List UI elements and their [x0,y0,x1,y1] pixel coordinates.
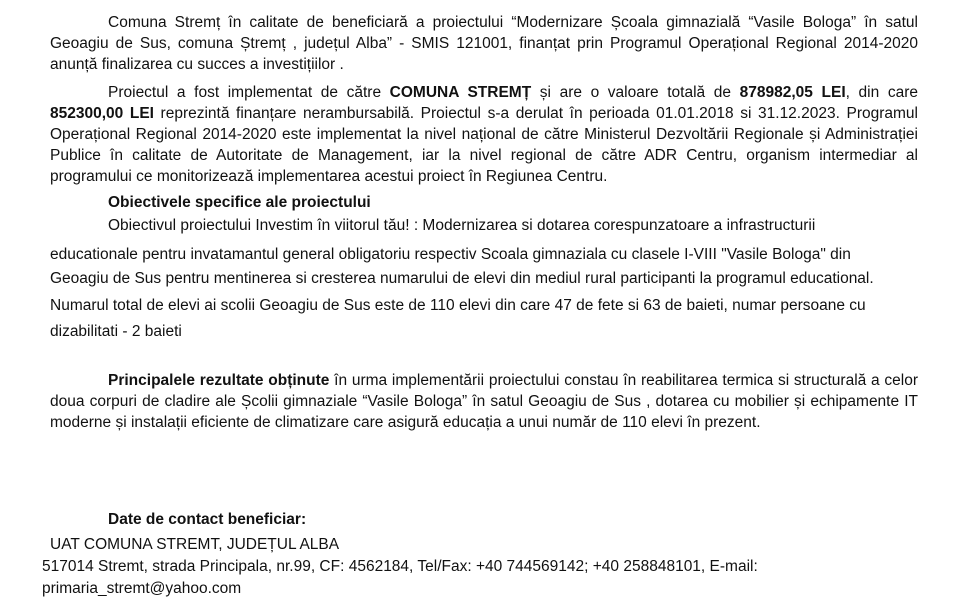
objectives-line: dizabilitati - 2 baieti [50,323,182,340]
contact-email[interactable]: primaria_stremt@yahoo.com [42,580,242,597]
results-paragraph [50,370,918,433]
implementation-text-2: și are o valoare totală de [531,84,740,101]
intro-paragraph [50,12,918,75]
implementation-text-1: Proiectul a fost implementat de către [108,84,390,101]
implementation-paragraph [50,82,918,187]
contact-beneficiary: UAT COMUNA STREMT, JUDEȚUL ALBA [50,536,340,553]
objectives-line: Obiectivul proiectului Investim în viitorul tău! : Modernizarea si dotarea corespunzatoare a infrastructurii [108,217,816,234]
contact-heading: Date de contact beneficiar: [108,511,307,528]
implementation-text-3: , din care [845,84,918,101]
implementation-text-4: reprezintă finanțare nerambursabilă. Proiectul s-a derulat în perioada 01.01.2018 si 31.12.2023. Programul Operațional Regional 2014-2020 este implementat la nivel național de către Ministerul Dezvoltării Regionale și Administrației Publice în calitate de Autoritate de Management, iar la nivel regional de către ADR Centru, organism intermediar al programului ce monitorizează implementarea acestui proiect în Regiunea Centru. [50,105,918,185]
objectives-line: Numarul total de elevi ai scolii Geoagiu de Sus este de 110 elevi din care 47 de fete si 63 de baieti, numar persoane cu [50,297,866,314]
objectives-heading: Obiectivele specifice ale proiectului [108,194,371,211]
grant-value: 852300,00 LEI [50,105,154,122]
objectives-line: Geoagiu de Sus pentru mentinerea si cresterea numarului de elevi din mediul rural participanti la programul educational. [50,270,874,287]
objectives-line: educationale pentru invatamantul general obligatoriu respectiv Scoala gimnaziala cu clasele I-VIII "Vasile Bologa" din [50,246,851,263]
results-heading: Principalele rezultate obținute [108,372,330,389]
beneficiary-name: COMUNA STREMȚ [389,84,532,101]
intro-text: Comuna Stremț în calitate de beneficiară a proiectului “Modernizare Școala gimnazială “Vasile Bologa” în satul Geoagiu de Sus, comuna Ștremț , județul Alba” - SMIS 121001, finanțat prin Programul Operațional Regional 2014-2020 anunță finalizarea cu succes a investițiilor . [50,14,918,73]
total-value: 878982,05 LEI [739,84,846,101]
results-text: în urma implementării proiectului constau în reabilitarea termica si structurală a celor doua corpuri de cladire ale Școlii gimnaziale “Vasile Bologa” în satul Geoagiu de Sus , dotarea cu mobilier și echipamente IT moderne și instalații eficiente de climatizare care asigură educația a unui număr de 110 elevi în prezent. [50,372,918,431]
contact-address: 517014 Stremt, strada Principala, nr.99, CF: 4562184, Tel/Fax: +40 744569142; +40 258848101, E-mail: [42,558,758,575]
